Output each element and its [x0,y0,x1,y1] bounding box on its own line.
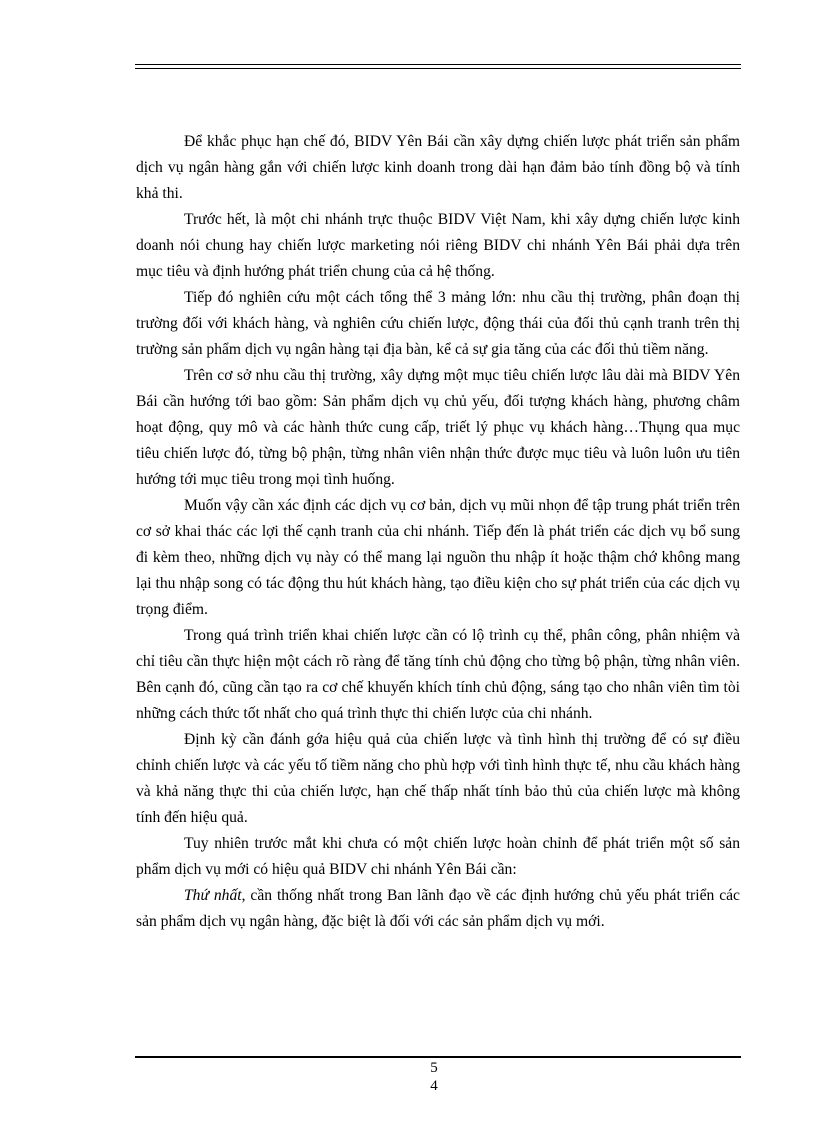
page-number-bottom: 4 [430,1078,438,1094]
paragraph-7: Định kỳ cần đánh gớa hiệu quả của chiến lược và tình hình thị trường để có sự điều chỉnh chiến lược và các yếu tố tiềm năng cho phù hợp với tình hình thực tế, nhu cầu khách hàng và khả năng thực thi của chiến lược, hạn chế thấp nhất tính bảo thủ của chiến lược mà không tính đến hiệu quả. [136,731,740,826]
paragraph-3: Tiếp đó nghiên cứu một cách tổng thể 3 mảng lớn: nhu cầu thị trường, phân đoạn thị trường đối với khách hàng, và nghiên cứu chiến lược, động thái của đối thủ cạnh tranh trên thị trường sản phẩm dịch vụ ngân hàng tại địa bàn, kể cả sự gia tăng của các đối thủ tiềm năng. [136,289,740,358]
paragraph-6: Trong quá trình triển khai chiến lược cần có lộ trình cụ thể, phân công, phân nhiệm và chỉ tiêu cần thực hiện một cách rõ ràng để tăng tính chủ động cho từng bộ phận, từng nhân viên. Bên cạnh đó, cũng cần tạo ra cơ chế khuyến khích tính chủ động, sáng tạo cho nhân viên tìm tòi những cách thức tốt nhất cho quá trình thực thi chiến lược của chi nhánh. [136,627,740,722]
header-double-rule [135,64,741,69]
page-number-top: 5 [430,1060,438,1076]
paragraph-2: Trước hết, là một chi nhánh trực thuộc BIDV Việt Nam, khi xây dựng chiến lược kinh doanh nói chung hay chiến lược marketing nói riêng BIDV chi nhánh Yên Bái phải dựa trên mục tiêu và định hướng phát triển chung của cả hệ thống. [136,211,740,280]
document-body [136,129,740,935]
paragraph-5: Muốn vậy cần xác định các dịch vụ cơ bản, dịch vụ mũi nhọn để tập trung phát triển trên cơ sở khai thác các lợi thế cạnh tranh của chi nhánh. Tiếp đến là phát triển các dịch vụ bổ sung đi kèm theo, những dịch vụ này có thể mang lại nguồn thu nhập ít hoặc thậm chớ không mang lại thu nhập song có tác động thu hút khách hàng, tạo điều kiện cho sự phát triển của các dịch vụ trọng điểm. [136,497,740,618]
paragraph-8: Tuy nhiên trước mắt khi chưa có một chiến lược hoàn chỉnh để phát triển một số sản phẩm dịch vụ mới có hiệu quả BIDV chi nhánh Yên Bái cần: [136,835,740,878]
paragraph-9: Thứ nhất, cần thống nhất trong Ban lãnh đạo về các định hướng chủ yếu phát triển các sản phẩm dịch vụ ngân hàng, đặc biệt là đối với các sản phẩm dịch vụ mới. [136,887,740,930]
italic-lead: Thứ nhất [184,887,242,904]
paragraph-1: Để khắc phục hạn chế đó, BIDV Yên Bái cần xây dựng chiến lược phát triển sản phẩm dịch vụ ngân hàng gắn với chiến lược kinh doanh trong dài hạn đảm bảo tính đồng bộ và tính khả thi. [136,133,740,202]
footer-rule [135,1056,741,1058]
paragraph-4: Trên cơ sở nhu cầu thị trường, xây dựng một mục tiêu chiến lược lâu dài mà BIDV Yên Bái cần hướng tới bao gồm: Sản phẩm dịch vụ chủ yếu, đối tượng khách hàng, phương châm hoạt động, quy mô và các hành thức cung cấp, triết lý phục vụ khách hàng…Thụng qua mục tiêu chiến lược đó, từng bộ phận, từng nhân viên nhận thức được mục tiêu và luôn luôn ưu tiên hướng tới mục tiêu trong mọi tình huống. [136,367,740,488]
